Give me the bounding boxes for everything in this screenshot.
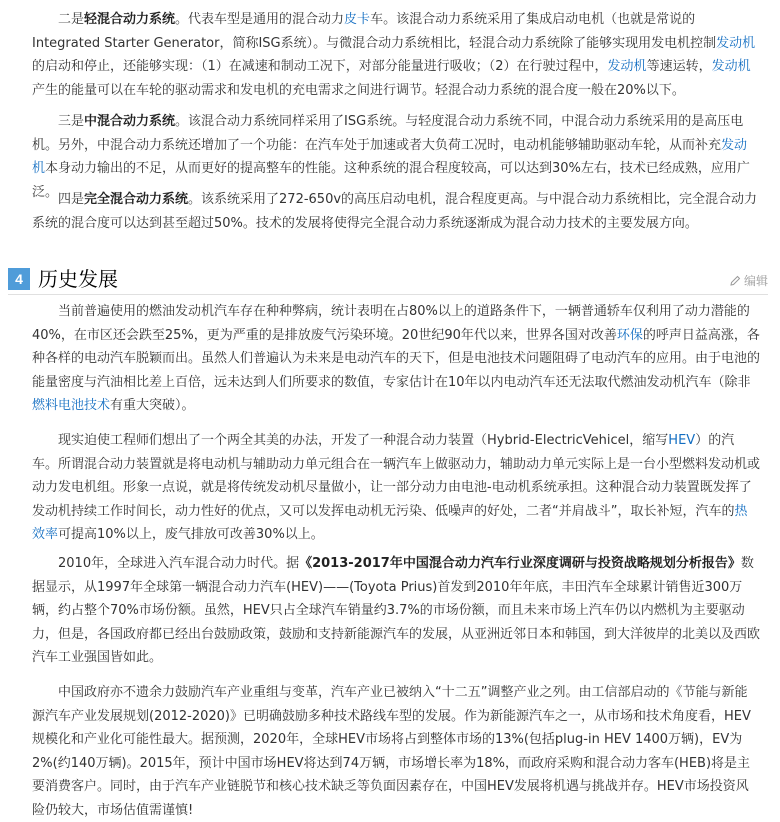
section-number: 4: [8, 268, 30, 290]
paragraph-history-4: [32, 681, 760, 822]
link-thermal-efficiency[interactable]: 热效率: [32, 503, 748, 542]
text-run: 的启动和停止，还能够实现：（1）在减速和制动工况下，对部分能量进行吸收；（2）在行驶过程中，: [32, 59, 608, 74]
text-run: 当前普遍使用的燃油发动机汽车存在种种弊病，统计表明在占80%以上的道路条件下，一辆普通轿车仅利用了动力潜能的40%，在市区还会跌至25%，更为严重的是排放废气污染环境。20世纪90年代以来，世界各国对改善: [32, 304, 750, 343]
section-title: 历史发展: [38, 267, 118, 291]
bold-term: 轻混合动力系统: [84, 12, 176, 27]
link-engine[interactable]: 发动机: [711, 59, 751, 74]
link-engine[interactable]: 发动机: [716, 35, 756, 51]
text-run: 有重大突破）。: [110, 398, 195, 413]
text-run: 可提高10%以上，废气排放可改善30%以上。: [58, 527, 324, 542]
text-run: 本身动力输出的不足，从而更好的提高整车的性能。这种系统的混合程度较高，可以达到30%左右，技术已经成熟，应用广泛。: [32, 161, 750, 200]
text-run: ）的汽车。所谓混合动力装置就是将电动机与辅助动力单元组合在一辆汽车上做驱动力，辅助动力单元实际上是一台小型燃料发动机或动力发电机组。形象一点说，就是将传统发动机尽量做小，让一部分动力由电池-电动机系统承担。这种混合动力装置既发挥了发动机持续工作时间长，动力性好的优点，又可以发挥电动机无污染、低噪声的好处，二者“并肩战斗”，取长补短，汽车的: [32, 433, 761, 519]
link-engine[interactable]: 发动机: [607, 59, 647, 74]
text-run: 三是: [58, 114, 85, 129]
link-environment[interactable]: 环保: [616, 327, 643, 343]
report-title: 《2013-2017年中国混合动力汽车行业深度调研与投资战略规划分析报告》: [299, 556, 741, 571]
bold-term: 中混合动力系统: [84, 114, 176, 129]
link-pickup[interactable]: 皮卡: [344, 12, 371, 27]
link-fuel-cell[interactable]: 燃料电池技术: [32, 398, 111, 413]
paragraph-full-hybrid: [32, 188, 760, 235]
text-run: 四是: [58, 192, 85, 207]
pencil-icon: [730, 275, 741, 286]
link-hev[interactable]: HEV: [668, 433, 696, 448]
text-run: 二是: [58, 12, 85, 27]
text-run: 数据显示，从1997年全球第一辆混合动力汽车(HEV)——(Toyota Prius)首发到2010年年底，丰田汽车全球累计销售近300万辆，约占整个70%市场份额。虽然，HEV只占全球汽车销量约3.7%的市场份额，而且未来市场上汽车仍以内燃机为主要驱动力，但是，各国政府都已经出台鼓励政策，鼓励和支持新能源汽车的发展，从亚洲近邻日本和韩国，到大洋彼岸的北美以及西欧汽车工业强国皆如此。: [32, 556, 761, 665]
bold-term: 完全混合动力系统: [84, 192, 189, 207]
text-run: 中国政府亦不遗余力鼓励汽车产业重组与变革，汽车产业已被纳入“十二五”调整产业之列。由工信部启动的《节能与新能源汽车产业发展规划(2012-2020)》已明确鼓励多种技术路线车型的发展。作为新能源汽车之一，从市场和技术角度看，HEV规模化和产业化可能性最大。据预测，2020年，全球HEV市场将占到整体市场的13%(包括plug-in HEV 1400万辆)，EV为2%(约140万辆)。2015年，预计中国市场HEV将达到74万辆，市场增长率为18%，而政府采购和混合动力客车(HEB)将是主要消费客户。同时，由于汽车产业链脱节和核心技术缺乏等负面因素存在，中国HEV发展将机遇与挑战并存。HEV市场投资风险仍较大，市场估值需谨慎!: [32, 685, 751, 818]
link-engine[interactable]: 发动机: [32, 137, 748, 176]
text-run: 。该系统采用了272-650v的高压启动电机，混合程度更高。与中混合动力系统相比，完全混合动力系统的混合度可以达到甚至超过50%。技术的发展将使得完全混合动力系统逐渐成为混合动力技术的主要发展方向。: [32, 192, 758, 231]
text-run: 2010年，全球进入汽车混合动力时代。据: [58, 556, 300, 571]
text-run: 等速运转，: [646, 59, 712, 74]
section-header: [8, 266, 768, 295]
edit-label: 编辑: [743, 274, 768, 288]
edit-button[interactable]: [730, 272, 768, 289]
text-run: 。代表车型是通用的混合动力: [175, 12, 345, 27]
text-run: 的呼声日益高涨，各种各样的电动汽车脱颖而出。虽然人们普遍认为未来是电动汽车的天下，但是电池技术问题阻碍了电动汽车的应用。由于电池的能量密度与汽油相比差上百倍，远未达到人们所要求的数值，专家估计在10年以内电动汽车还无法取代燃油发动机汽车（除非: [32, 327, 761, 390]
text-run: 。该混合动力系统同样采用了ISG系统。与轻度混合动力系统不同，中混合动力系统采用的是高压电机。另外，中混合动力系统还增加了一个功能：在汽车处于加速或者大负荷工况时，电动机能够辅助驱动车轮，从而补充: [32, 114, 744, 153]
paragraph-history-3: [32, 552, 760, 670]
text-run: 产生的能量可以在车轮的驱动需求和发电机的充电需求之间进行调节。轻混合动力系统的混合度一般在20%以下。: [32, 82, 685, 98]
paragraph-history-1: [32, 300, 760, 418]
text-run: 现实迫使工程师们想出了一个两全其美的办法，开发了一种混合动力装置（Hybrid-ElectricVehicel，缩写: [58, 433, 669, 448]
text-run: 车。该混合动力系统采用了集成启动电机（也就是常说的Integrated Starter Generator，简称ISG系统）。与微混合动力系统相比，轻混合动力系统除了能够实现用发电机控制: [32, 12, 717, 51]
paragraph-history-2: [32, 429, 760, 547]
paragraph-light-hybrid: [32, 8, 760, 102]
